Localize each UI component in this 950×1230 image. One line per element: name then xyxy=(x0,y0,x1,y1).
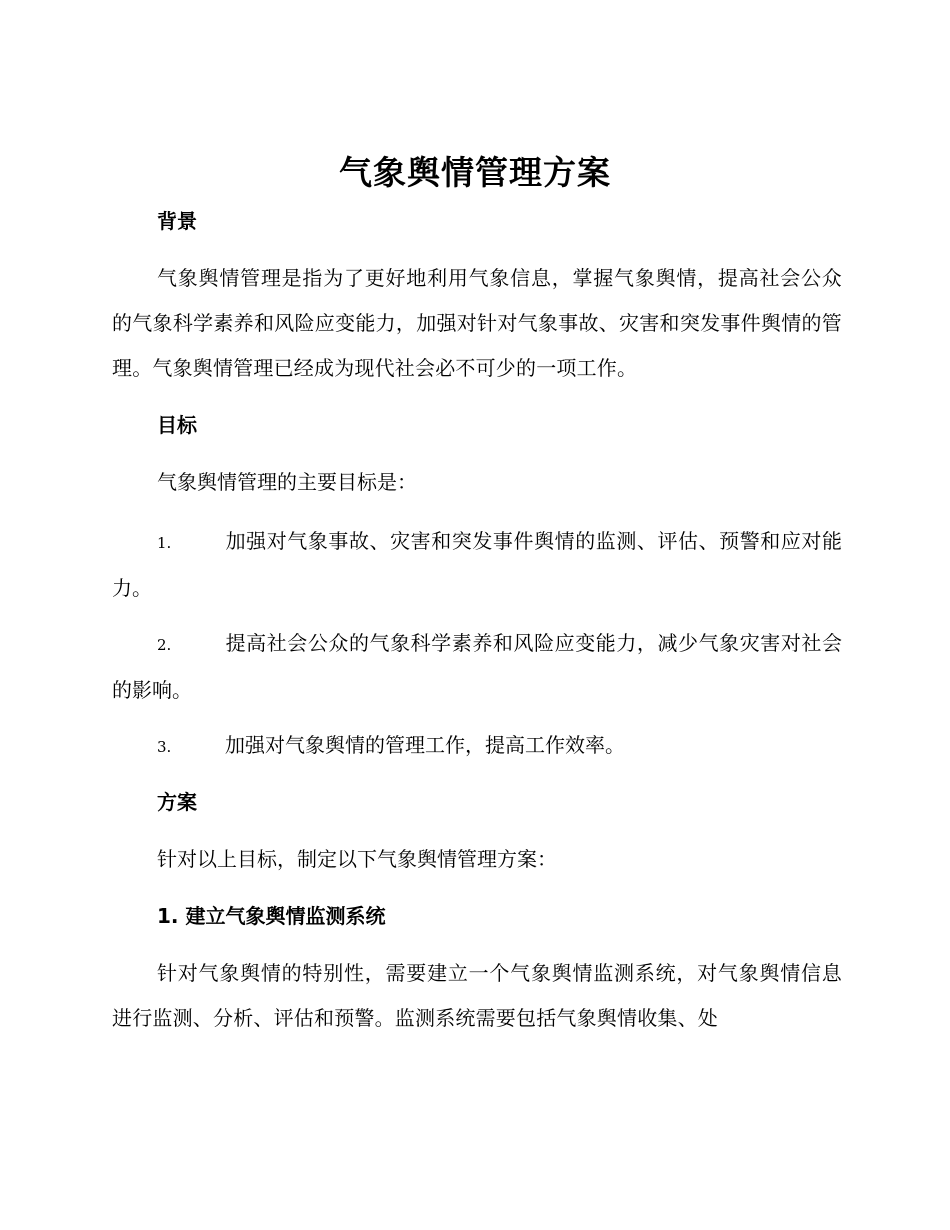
goals-intro: 气象舆情管理的主要目标是： xyxy=(157,470,417,494)
plan-paragraph-1: 针对气象舆情的特别性，需要建立一个气象舆情监测系统，对气象舆情信息进行监测、分析、评估和预警。监测系统需要包括气象舆情收集、处 xyxy=(112,961,842,1030)
list-text: 加强对气象事故、灾害和突发事件舆情的监测、评估、预警和应对能力。 xyxy=(112,529,842,600)
goal-item-3 xyxy=(112,723,842,770)
list-text: 提高社会公众的气象科学素养和风险应变能力，减少气象灾害对社会的影响。 xyxy=(112,631,842,702)
list-text: 加强对气象舆情的管理工作，提高工作效率。 xyxy=(225,733,625,757)
list-number: 2. xyxy=(157,636,172,654)
plan-intro: 针对以上目标，制定以下气象舆情管理方案： xyxy=(157,847,557,871)
background-paragraph: 气象舆情管理是指为了更好地利用气象信息，掌握气象舆情，提高社会公众的气象科学素养和风险应变能力，加强对针对气象事故、灾害和突发事件舆情的管理。气象舆情管理已经成为现代社会必不可少的一项工作。 xyxy=(112,266,842,380)
list-number: 3. xyxy=(157,738,172,756)
section-heading-goals: 目标 xyxy=(157,413,197,437)
plan-subheading-1: 1. 建立气象舆情监测系统 xyxy=(157,904,386,928)
goal-item-2 xyxy=(112,621,842,713)
goal-item-1 xyxy=(112,519,842,611)
section-heading-background: 背景 xyxy=(157,209,197,233)
list-number: 1. xyxy=(157,534,172,552)
document-title: 气象舆情管理方案 xyxy=(339,153,611,192)
section-heading-plan: 方案 xyxy=(157,790,197,814)
